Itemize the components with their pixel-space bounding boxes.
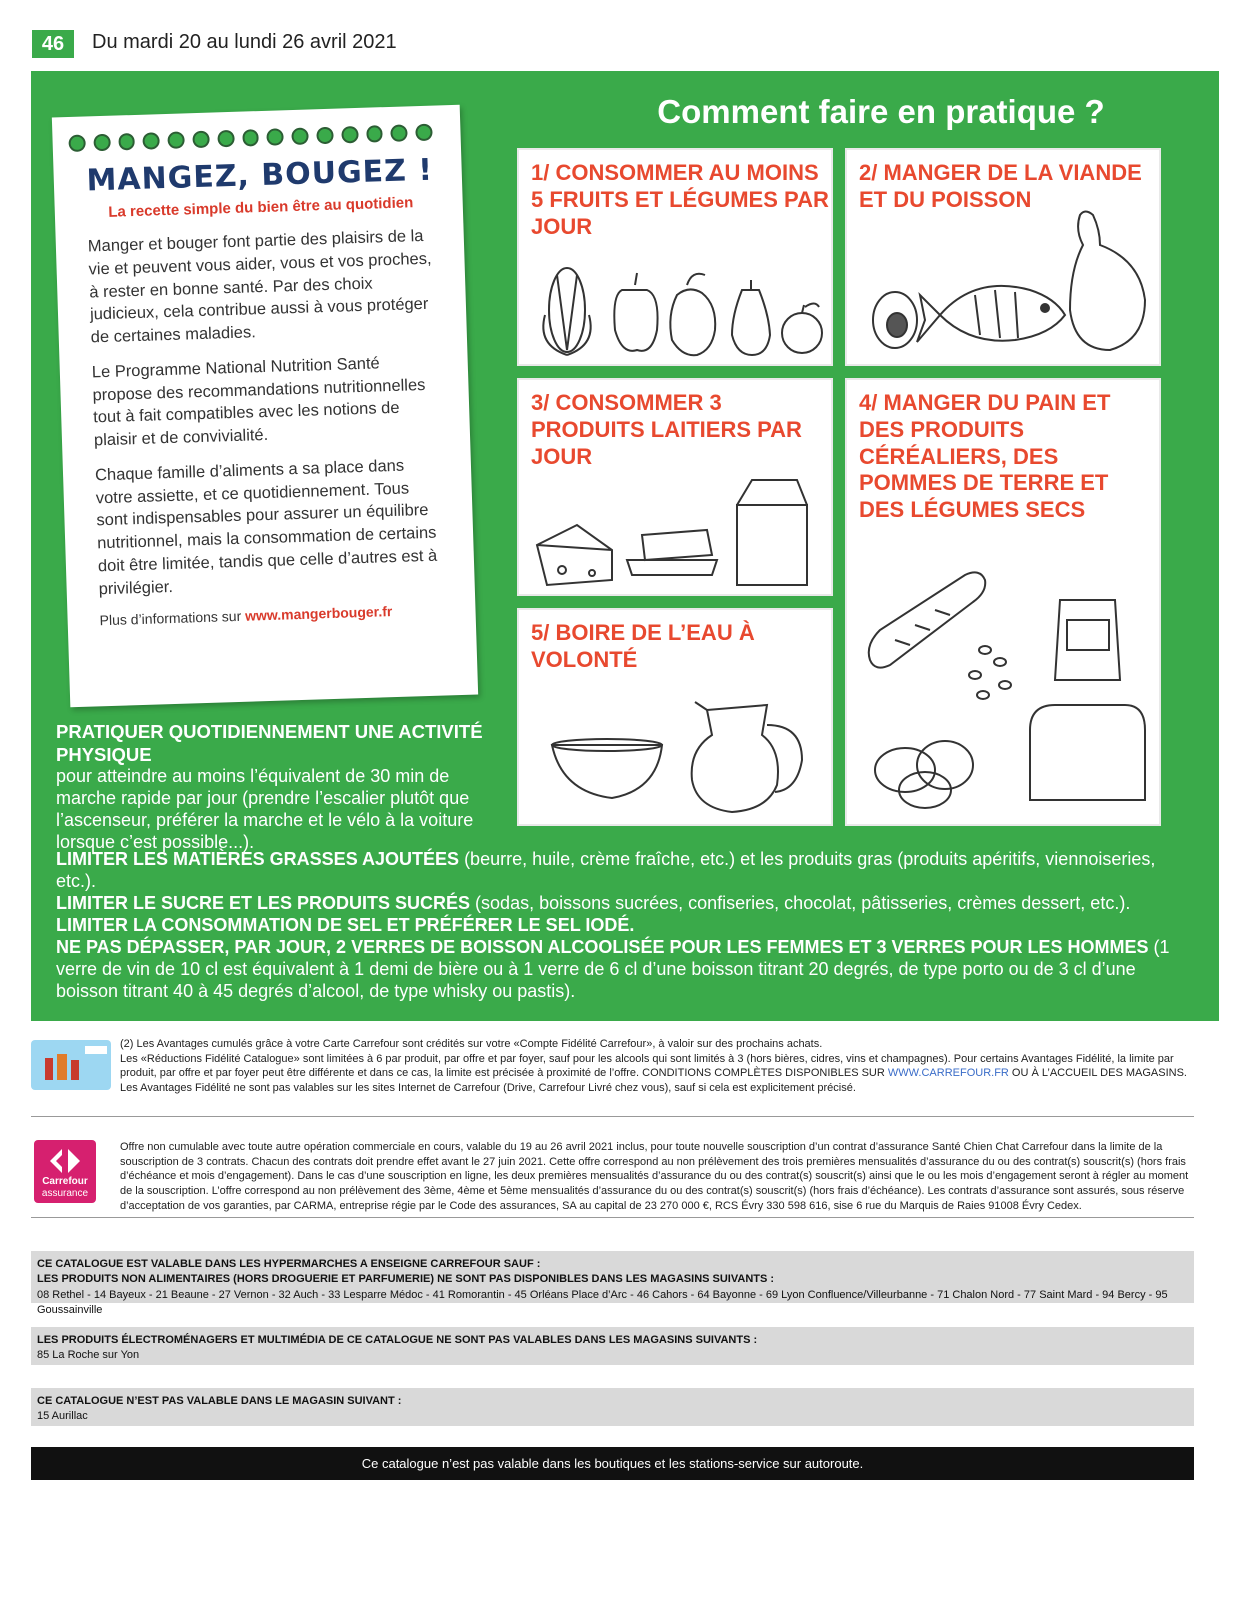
- physical-activity-text: [56, 721, 496, 854]
- carrefour-logo-icon: [48, 1146, 82, 1176]
- divider: [31, 1116, 1194, 1117]
- note-paragraph: Chaque famille d’aliments a sa place dans votre assiette, et ce quotidiennement. Tous sont indispensables pour assurer un équilibre nutritionnel, mais la consommation de certains doit être limitée, tandis que celle d’autres est à privilégier.: [94, 456, 438, 599]
- note-paragraph: Manger et bouger font partie des plaisirs de la vie et peuvent vous aider, vous et vos proches, à rester en bonne santé. Par des choix judicieux, cela contribue aussi à vous protéger de certaines maladies.: [87, 226, 432, 347]
- more-info: Plus d’informations sur www.mangerbouger.fr: [99, 603, 393, 629]
- note-paragraph: Le Programme National Nutrition Santé propose des recommandations nutritionnelles tout à fait compatibles avec les notions de plaisir et de convivialité.: [91, 354, 426, 450]
- carrefour-card-image: [31, 1040, 111, 1090]
- stores-box-non-food: CE CATALOGUE EST VALABLE DANS LES HYPERMARCHES A ENSEIGNE CARREFOUR SAUF : LES PRODUITS NON ALIMENTAIRES (HORS DROGUERIE ET PARFUMERIE) NE SONT PAS DISPONIBLES DANS LES MAGASINS SUIVANTS : 08 Rethel - 14 Bayeux - 21 Beaune - 27 Vernon - 32 Auch - 33 Lesparre Médoc - 41 Romorantin - 45 Orléans Place d’Arc - 46 Cahors - 64 Bayonne - 69 Lyon Confluence/Villeurbanne - 71 Chalon Nord - 77 Saint Mard - 94 Bercy - 95 Goussainville: [31, 1251, 1194, 1303]
- dairy-icon: [527, 475, 827, 590]
- activity-body: pour atteindre au moins l’équivalent de 30 min de marche rapide par jour (prendre l’escalier plutôt que l’ascenseur, préférer la marche et le vélo à la voiture lorsque c’est possible...).: [56, 766, 474, 852]
- water-jug-icon: [527, 680, 827, 820]
- fruits-vegetables-icon: [527, 255, 827, 360]
- tile-title: 1/ CONSOMMER AU MOINS 5 FRUITS ET LÉGUMES PAR JOUR: [531, 160, 829, 239]
- tile-title: 2/ MANGER DE LA VIANDE ET DU POISSON: [859, 160, 1142, 212]
- tile-meat-fish: [845, 148, 1161, 366]
- nutrition-panel: [31, 71, 1219, 1021]
- tile-title: 3/ CONSOMMER 3 PRODUITS LAITIERS PAR JOUR: [531, 390, 802, 469]
- limit-line: NE PAS DÉPASSER, PAR JOUR, 2 VERRES DE BOISSON ALCOOLISÉE POUR LES FEMMES ET 3 VERRES POUR LES HOMMES (1 verre de vin de 10 cl est équivalent à 1 demi de bière ou à 1 verre de 6 cl d’une boisson titrant 20 degrés, de type porto ou de 3 cl d’une boisson titrant 40 à 45 degrés d’alcool, de type whisky ou pastis).: [56, 936, 1170, 1001]
- activity-heading: PRATIQUER QUOTIDIENNEMENT UNE ACTIVITÉ PHYSIQUE: [56, 721, 483, 765]
- tile-dairy: [517, 378, 833, 596]
- stores-box-electronics: LES PRODUITS ÉLECTROMÉNAGERS ET MULTIMÉDIA DE CE CATALOGUE NE SONT PAS VALABLES DANS LES MAGASINS SUIVANTS : 85 La Roche sur Yon: [31, 1327, 1194, 1365]
- note-card: [52, 105, 478, 708]
- limit-line: LIMITER LE SUCRE ET LES PRODUITS SUCRÉS (sodas, boissons sucrées, confiseries, chocolat, pâtisseries, crèmes dessert, etc.).: [56, 892, 1131, 913]
- loyalty-legal-text: (2) Les Avantages cumulés grâce à votre Carte Carrefour sont crédités sur votre «Compte Fidélité Carrefour», à valoir sur des prochains achats. Les «Réductions Fidélité Catalogue» sont limitées à 6 par produit, par offre et par foyer, sauf pour les alcools qui sont limités à 3 (hors bières, cidres, vins et champagnes). Pour certains Avantages Fidélité, la limite par produit, par offre et par foyer peut être différente et dans ce cas, la limite est précisée à proximité de l’offre. CONDITIONS COMPLÈTES DISPONIBLES SUR WWW.CARREFOUR.FR OU À L’ACCUEIL DES MAGASINS. Les Avantages Fidélité ne sont pas valables sur les sites Internet de Carrefour (Drive, Carrefour Livré chez vous), sauf si cela est explicitement précisé.: [120, 1038, 1187, 1094]
- note-title: MANGEZ, BOUGEZ !: [85, 152, 434, 199]
- tile-title: 5/ BOIRE DE L’EAU À VOLONTÉ: [531, 620, 755, 672]
- limit-line: LIMITER LA CONSOMMATION DE SEL ET PRÉFÉRER LE SEL IODÉ.: [56, 914, 635, 935]
- tile-water: [517, 608, 833, 826]
- tile-title: 4/ MANGER DU PAIN ET DES PRODUITS CÉRÉALIERS, DES POMMES DE TERRE ET DES LÉGUMES SECS: [859, 390, 1111, 523]
- tile-bread-cereals: [845, 378, 1161, 826]
- meat-fish-icon: [855, 190, 1155, 360]
- main-title: Comment faire en pratique ?: [657, 93, 1105, 130]
- carrefour-assurance-logo: Carrefour assurance: [34, 1140, 96, 1203]
- divider: [31, 1217, 1194, 1218]
- tile-fruits-vegetables: [517, 148, 833, 366]
- mangerbouger-link[interactable]: www.mangerbouger.fr: [244, 603, 393, 625]
- carrefour-site-link[interactable]: WWW.CARREFOUR.FR: [887, 1067, 1009, 1080]
- stores-box-excluded: CE CATALOGUE N’EST PAS VALABLE DANS LE MAGASIN SUIVANT : 15 Aurillac: [31, 1388, 1194, 1426]
- spiral-holes: [68, 124, 432, 152]
- bread-potatoes-icon: [855, 560, 1155, 820]
- page-number: 46: [32, 30, 74, 58]
- limit-line: LIMITER LES MATIÈRES GRASSES AJOUTÉES (beurre, huile, crème fraîche, etc.) et les produits gras (produits apéritifs, viennoiseries, etc.).: [56, 849, 1156, 891]
- note-subtitle: La recette simple du bien être au quotidien: [108, 194, 414, 221]
- date-range: Du mardi 20 au lundi 26 avril 2021: [92, 31, 397, 53]
- limits-section: [56, 849, 1196, 1003]
- footer-notice: Ce catalogue n’est pas valable dans les boutiques et les stations-service sur autoroute.: [31, 1447, 1194, 1480]
- insurance-legal-text: Offre non cumulable avec toute autre opération commerciale en cours, valable du 19 au 26 avril 2021 inclus, pour toute nouvelle souscription d’un contrat d’assurance Santé Chien Chat Carrefour dans la limite de la souscription de 3 contrats. Chacun des contrats doit prendre effet avant le 27 juin 2021. Cette offre correspond au non prélèvement des trois premières mensualités d’assurance du ou des contrat(s) souscrit(s) (hors frais d’échéance et mois d’engagement). Dans le cas d’une souscription en ligne, les deux premières mensualités d’assurance du ou des contrat(s) souscrit(s) ainsi que le ou les mois d’engagement seront à régler au moment de la souscription. L’offre correspond au non prélèvement des 3ème, 4ème et 5ème mensualités d’assurance du ou des contrat(s) souscrit(s) (hors frais d’échéance). Les contrats d’assurance sont assurés, sous réserve d’acceptation de vos garanties, par CARMA, entreprise régie par le Code des assurances, SA au capital de 23 270 000 €, RCS Évry 330 598 616, sise 6 rue du Marquis de Raies 91008 Évry Cedex.: [120, 1141, 1189, 1212]
